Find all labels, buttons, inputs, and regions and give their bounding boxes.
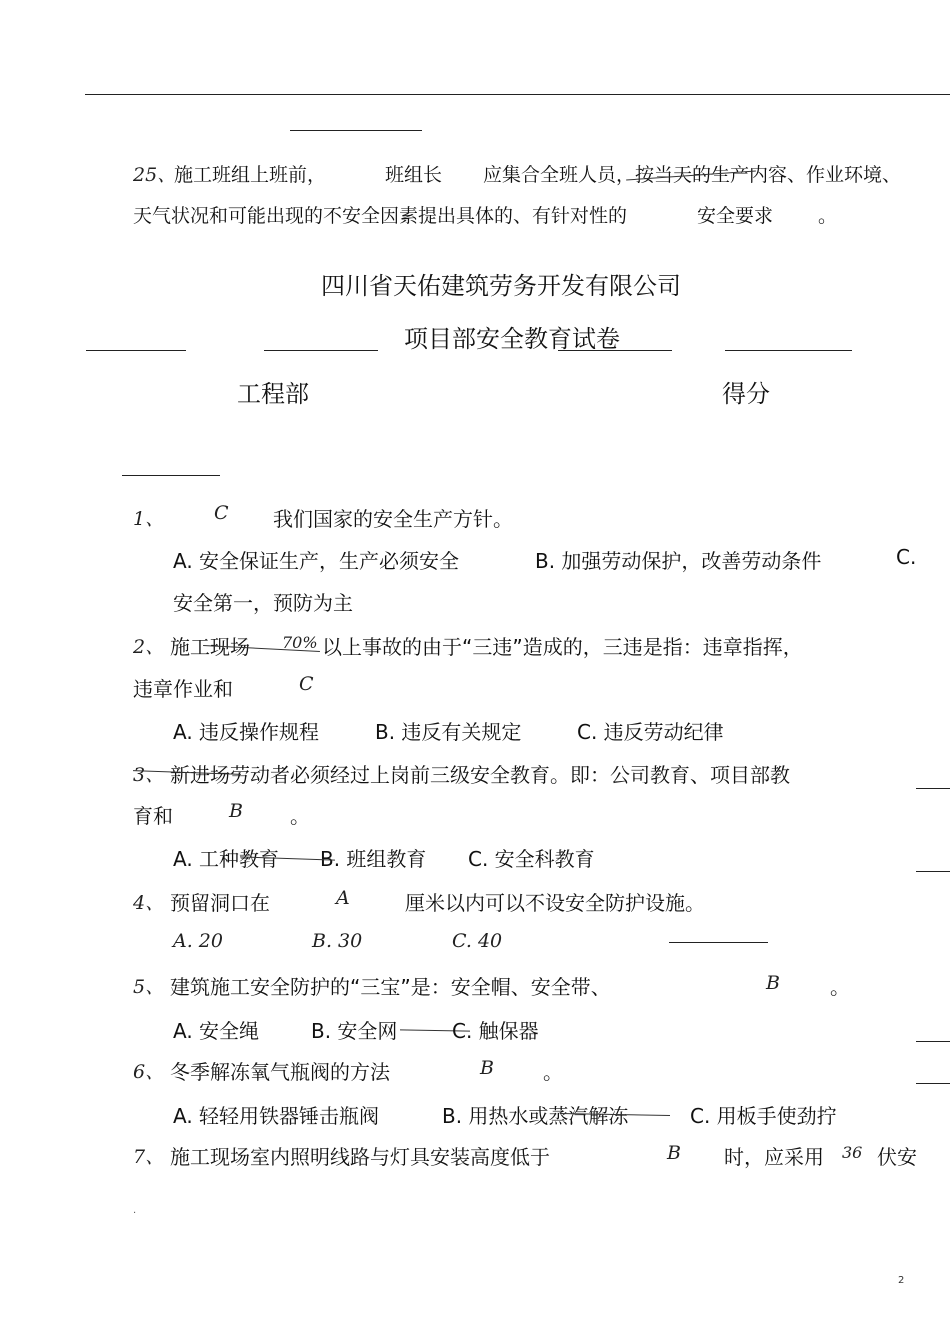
q7-voltage: 36 <box>842 1143 863 1162</box>
blank-line <box>264 350 378 351</box>
q5-option-a: A. 安全绳 <box>173 1019 260 1043</box>
q6-end: 。 <box>543 1060 563 1084</box>
q25-end: 。 <box>818 205 838 227</box>
q7-text-c: 伏安 <box>877 1145 917 1169</box>
q3-option-c: C. 安全科教育 <box>468 847 595 871</box>
q25-text-b: 应集合全班人员，按当天的生产内容、作业环境、 <box>483 164 902 186</box>
q2-text-c: 违章作业和 <box>133 677 233 701</box>
q4-option-c: C. 40 <box>452 930 503 952</box>
q25-text-c: 天气状况和可能出现的不安全因素提出具体的、有针对性的 <box>133 205 628 227</box>
q1-option-c-label: C. <box>896 545 917 569</box>
q5-answer: B <box>766 972 780 994</box>
q3-number: 3、 <box>133 764 165 786</box>
q4-number: 4、 <box>133 892 165 914</box>
exam-title: 项目部安全教育试卷 <box>404 325 620 353</box>
q3-end: 。 <box>290 804 310 828</box>
q6-answer: B <box>480 1057 494 1079</box>
q3-option-a: A. 工种教育 <box>173 847 280 871</box>
footer-dot: . <box>133 1205 137 1216</box>
q2-option-b: B. 违反有关规定 <box>375 720 522 744</box>
q25-answer-2: 安全要求 <box>697 205 774 227</box>
q6-option-b: B. 用热水或蒸汽解冻 <box>442 1104 629 1128</box>
q1-option-b: B. 加强劳动保护，改善劳动条件 <box>535 549 822 573</box>
q4-text-b: 厘米以内可以不设安全防护设施。 <box>405 891 705 915</box>
q7-text-a: 施工现场室内照明线路与灯具安装高度低于 <box>170 1145 550 1169</box>
q1-text: 我们国家的安全生产方针。 <box>273 507 513 531</box>
q7-text-b: 时，应采用 <box>724 1145 824 1169</box>
blank-line <box>725 350 852 351</box>
q5-end: 。 <box>830 975 850 999</box>
q2-text-b: 以上事故的由于“三违”造成的，三违是指：违章指挥， <box>322 635 803 659</box>
q2-answer: C <box>299 673 314 695</box>
q7-answer: B <box>667 1142 681 1164</box>
q4-option-a: A. 20 <box>173 930 223 952</box>
q25-answer-1: 班组长 <box>385 164 443 186</box>
blank-line <box>122 475 220 476</box>
q25-text-a: 施工班组上班前， <box>174 164 327 186</box>
blank-line <box>916 1083 950 1084</box>
q1-number: 1、 <box>133 508 165 530</box>
top-rule <box>85 94 950 95</box>
q4-text-a: 预留洞口在 <box>170 891 270 915</box>
score-label: 得分 <box>722 380 770 408</box>
dept-label: 工程部 <box>237 380 309 408</box>
q5-number: 5、 <box>133 976 165 998</box>
q3-answer: B <box>229 800 243 822</box>
q3-text-a: 新进场劳动者必须经过上岗前三级安全教育。即：公司教育、项目部教 <box>170 763 790 787</box>
blank-line <box>916 871 950 872</box>
q2-option-a: A. 违反操作规程 <box>173 720 320 744</box>
blank-line <box>916 1041 950 1042</box>
q6-text: 冬季解冻氧气瓶阀的方法 <box>170 1060 390 1084</box>
q1-answer: C <box>214 502 229 524</box>
blank-line <box>916 788 950 789</box>
q2-text-a: 施工现场 <box>170 635 250 659</box>
blank-line <box>86 350 186 351</box>
q5-option-c: C. 触保器 <box>452 1019 539 1043</box>
q4-answer: A <box>336 887 350 909</box>
q6-option-c: C. 用板手使劲拧 <box>690 1104 837 1128</box>
q1-option-a: A. 安全保证生产，生产必须安全 <box>173 549 460 573</box>
blank-line <box>558 350 672 351</box>
q2-percent: 70% <box>282 633 318 652</box>
blank-line <box>290 130 422 131</box>
q6-number: 6、 <box>133 1061 165 1083</box>
q6-option-a: A. 轻轻用铁器锤击瓶阀 <box>173 1104 380 1128</box>
q7-number: 7、 <box>133 1146 165 1168</box>
q2-option-c: C. 违反劳动纪律 <box>577 720 724 744</box>
q3-option-b: B. 班组教育 <box>320 847 427 871</box>
q3-text-b: 育和 <box>133 804 173 828</box>
q25-number: 25、 <box>133 164 177 186</box>
blank-line <box>669 942 768 943</box>
page-number: 2 <box>898 1275 905 1286</box>
q4-option-b: B. 30 <box>312 930 363 952</box>
company-name: 四川省天佑建筑劳务开发有限公司 <box>321 272 681 300</box>
q5-option-b: B. 安全网 <box>311 1019 398 1043</box>
q2-number: 2、 <box>133 636 165 658</box>
q1-option-c: 安全第一，预防为主 <box>173 591 353 615</box>
q5-text: 建筑施工安全防护的“三宝”是：安全帽、安全带、 <box>170 975 611 999</box>
